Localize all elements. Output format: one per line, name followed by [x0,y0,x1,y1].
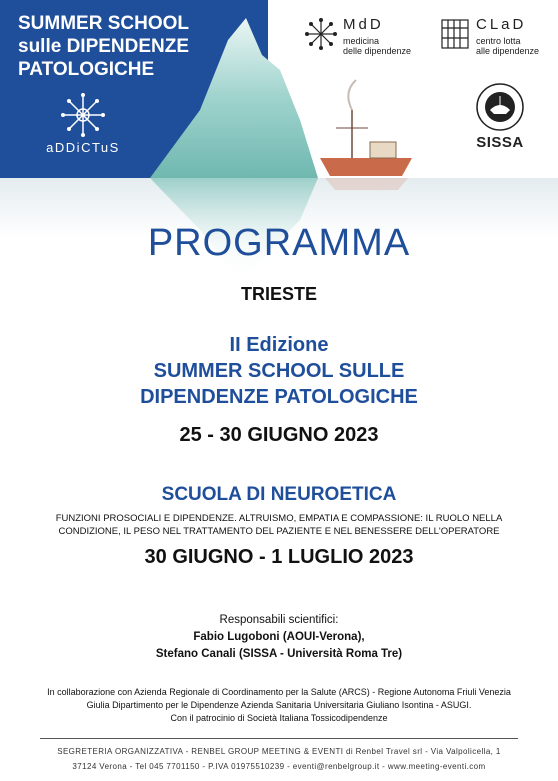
collaboration-line: In collaborazione con Azienda Regionale di Coordinamento per la Salute (ARCS) - Regione Autonoma Friuli Venezia [47,687,511,697]
collaboration-line: Con il patrocinio di Società Italiana Tossicodipendenze [170,713,388,723]
clad-logo [440,16,558,60]
clad-subtitle-line: centro lotta [476,36,521,46]
edition-label: II Edizione [229,334,329,356]
collaboration-line: Giulia Dipartimento per le Dipendenze Azienda Sanitaria Universitaria Giuliano Isontina - ASUGI. [86,700,472,710]
clad-subtitle [476,36,539,56]
grid-building-icon [440,18,470,50]
sissa-wordmark: SISSA [476,134,524,151]
mdd-subtitle-line: medicina [343,36,380,46]
heading-line: sulle DIPENDENZE [18,36,190,57]
description-line: CONDIZIONE, IL PESO NEL TRATTAMENTO DEL PAZIENTE E NEL BENESSERE DELL'OPERATORE [58,526,500,537]
responsabili-block [0,614,558,660]
footer-line: SEGRETERIA ORGANIZZATIVA - RENBEL GROUP MEETING & EVENTI di Renbel Travel srl - Via Valpolicella, 1 [57,747,501,756]
programma-title: PROGRAMMA [147,222,411,264]
clad-subtitle-line: alle dipendenze [476,46,540,56]
responsabili-label: Responsabili scientifici: [219,614,339,626]
title-line: SUMMER SCHOOL SULLE [153,360,405,382]
mdd-subtitle-line: delle dipendenze [343,46,412,56]
footer [0,746,558,773]
description-line: FUNZIONI PROSOCIALI E DIPENDENZE. ALTRUISMO, EMPATIA E COMPASSIONE: IL RUOLO NELLA [55,513,503,524]
mdd-logo [305,16,425,60]
clad-abbreviation: CLaD [476,16,527,33]
responsabile-name: Fabio Lugoboni (AOUI-Verona), [193,631,365,643]
neuroethics-title: SCUOLA DI NEUROETICA [161,484,397,505]
addictus-wordmark: aDDiCTuS [46,140,120,155]
neuroethics-dates: 30 GIUGNO - 1 LUGLIO 2023 [144,546,414,568]
compass-star-icon [28,92,138,138]
mdd-abbreviation: MdD [343,16,384,33]
summer-school-heading [18,12,238,81]
footer-line: 37124 Verona - Tel 045 7701150 - P.IVA 01975510239 - eventi@renbelgroup.it - www.meeting-eventi.com [72,762,486,771]
summer-school-dates: 25 - 30 GIUGNO 2023 [179,424,379,446]
fishing-boat [320,80,412,190]
title-line: DIPENDENZE PATOLOGICHE [140,386,418,408]
responsabile-name: Stefano Canali (SISSA - Università Roma Tre) [155,648,403,660]
neuroethics-description [0,512,558,538]
sissa-logo [468,82,532,162]
sissa-seal-icon [468,82,532,132]
summer-school-title [0,358,558,410]
heading-line: PATOLOGICHE [18,59,155,80]
collaboration-note [0,686,558,725]
addictus-logo [28,92,138,162]
heading-line: SUMMER SCHOOL [18,13,189,34]
city-label: TRIESTE [240,284,317,304]
mdd-subtitle [343,36,411,56]
network-icon [305,18,337,50]
footer-divider [40,738,518,739]
